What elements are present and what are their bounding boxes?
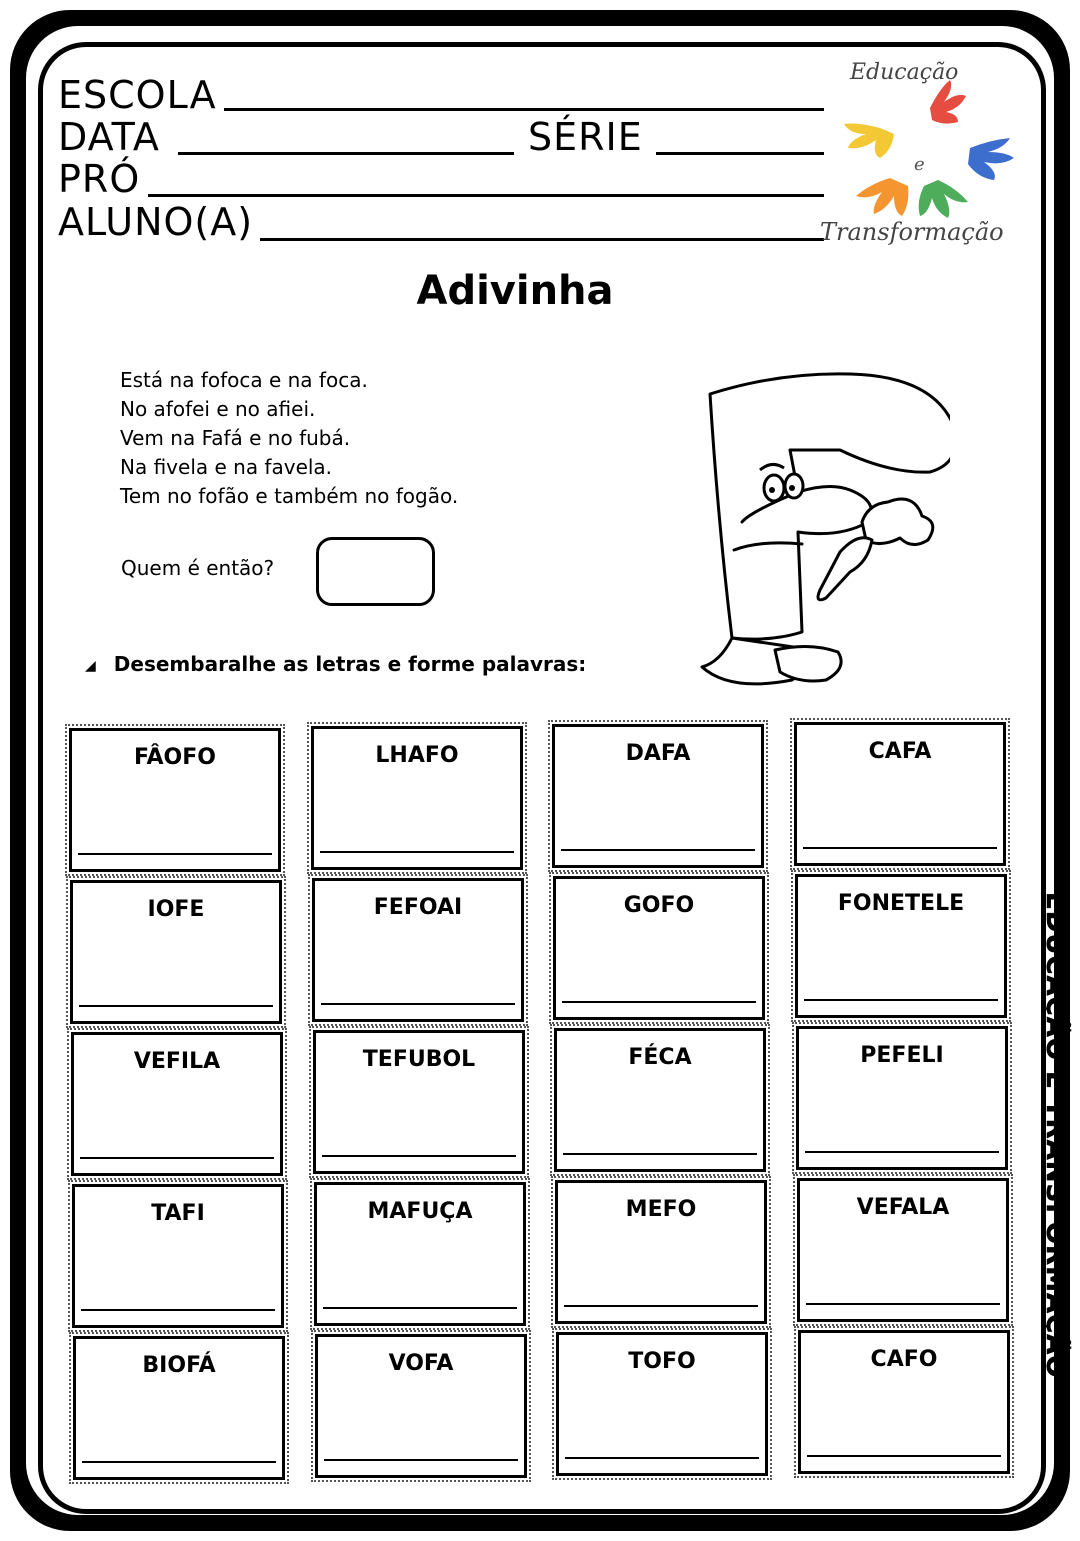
teacher-line[interactable] bbox=[148, 194, 824, 197]
word-card[interactable] bbox=[794, 722, 1006, 866]
scrambled-word: CAFA bbox=[868, 739, 932, 764]
school-label: ESCOLA bbox=[58, 73, 217, 117]
scrambled-word: VEFALA bbox=[856, 1195, 950, 1220]
student-line[interactable] bbox=[260, 238, 824, 241]
word-card[interactable] bbox=[554, 1028, 766, 1172]
scrambled-word: PEFELI bbox=[860, 1043, 944, 1068]
word-card[interactable] bbox=[796, 1026, 1008, 1170]
answer-line[interactable] bbox=[80, 1157, 274, 1159]
riddle-line: Está na fofoca e na foca. bbox=[120, 368, 368, 392]
teacher-label: PRÓ bbox=[58, 157, 141, 201]
answer-line[interactable] bbox=[806, 1303, 1000, 1305]
date-label: DATA bbox=[58, 115, 160, 159]
riddle-text bbox=[120, 366, 458, 511]
word-card[interactable] bbox=[556, 1332, 768, 1476]
student-label: ALUNO(A) bbox=[58, 200, 254, 244]
scrambled-word: LHAFO bbox=[375, 743, 459, 768]
instruction bbox=[85, 652, 586, 676]
word-card[interactable] bbox=[314, 1182, 526, 1326]
scrambled-word: DAFA bbox=[625, 741, 691, 766]
answer-line[interactable] bbox=[320, 851, 514, 853]
word-card[interactable] bbox=[69, 728, 281, 872]
riddle-line: Tem no fofão e também no fogão. bbox=[120, 484, 459, 508]
riddle-question: Quem é então? bbox=[121, 556, 275, 580]
school-line[interactable] bbox=[224, 108, 824, 111]
riddle-line: Na fivela e na favela. bbox=[120, 455, 333, 479]
yellow-hand-icon bbox=[844, 124, 894, 159]
answer-line[interactable] bbox=[807, 1455, 1001, 1457]
answer-line[interactable] bbox=[321, 1003, 515, 1005]
triangle-bullet-icon: ◢ bbox=[85, 657, 96, 674]
word-card[interactable] bbox=[553, 876, 765, 1020]
grade-label: SÉRIE bbox=[528, 115, 643, 159]
side-watermark-text: EDUCAÇÃO E TRANSFORMAÇÃO bbox=[1040, 892, 1070, 1379]
logo-subtitle: Transformação bbox=[820, 218, 1004, 246]
answer-line[interactable] bbox=[805, 1151, 999, 1153]
answer-line[interactable] bbox=[804, 999, 998, 1001]
scrambled-word: TOFO bbox=[628, 1349, 696, 1374]
logo bbox=[820, 58, 1035, 258]
word-card[interactable] bbox=[70, 880, 282, 1024]
answer-line[interactable] bbox=[803, 847, 997, 849]
answer-line[interactable] bbox=[563, 1153, 757, 1155]
scrambled-word: IOFE bbox=[147, 897, 205, 922]
scrambled-word: BIOFÁ bbox=[142, 1353, 216, 1378]
scrambled-word: VEFILA bbox=[133, 1049, 221, 1074]
word-card[interactable] bbox=[312, 878, 524, 1022]
scrambled-word: MEFO bbox=[625, 1197, 697, 1222]
word-card[interactable] bbox=[71, 1032, 283, 1176]
riddle-line: No afofei e no afiei. bbox=[120, 397, 316, 421]
grade-line[interactable] bbox=[656, 152, 824, 155]
answer-line[interactable] bbox=[564, 1305, 758, 1307]
answer-line[interactable] bbox=[562, 1001, 756, 1003]
answer-line[interactable] bbox=[82, 1461, 276, 1463]
answer-line[interactable] bbox=[81, 1309, 275, 1311]
scrambled-word: MAFUÇA bbox=[367, 1199, 473, 1224]
scrambled-word: FÉCA bbox=[628, 1045, 692, 1070]
logo-title: Educação bbox=[850, 60, 959, 85]
answer-line[interactable] bbox=[323, 1307, 517, 1309]
answer-line[interactable] bbox=[561, 849, 755, 851]
date-line[interactable] bbox=[178, 152, 514, 155]
answer-line[interactable] bbox=[322, 1155, 516, 1157]
scrambled-word: CAFO bbox=[870, 1347, 938, 1372]
riddle-answer-box[interactable] bbox=[316, 537, 435, 606]
word-card[interactable] bbox=[73, 1336, 285, 1480]
scrambled-word: VOFA bbox=[388, 1351, 454, 1376]
word-card[interactable] bbox=[797, 1178, 1009, 1322]
word-card[interactable] bbox=[555, 1180, 767, 1324]
scrambled-word: FONETELE bbox=[837, 891, 965, 916]
scrambled-word: GOFO bbox=[623, 893, 695, 918]
page-title: Adivinha bbox=[416, 268, 614, 314]
riddle-line: Vem na Fafá e no fubá. bbox=[120, 426, 351, 450]
word-card[interactable] bbox=[313, 1030, 525, 1174]
scrambled-word: TEFUBOL bbox=[362, 1047, 476, 1072]
scrambled-word: FEFOAI bbox=[373, 895, 463, 920]
letter-f-mascot-icon bbox=[690, 362, 950, 697]
scrambled-word: FÂOFO bbox=[134, 745, 216, 770]
word-card[interactable] bbox=[72, 1184, 284, 1328]
instruction-text: Desembaralhe as letras e forme palavras: bbox=[113, 652, 587, 676]
answer-line[interactable] bbox=[78, 853, 272, 855]
word-card[interactable] bbox=[795, 874, 1007, 1018]
scrambled-word: TAFI bbox=[151, 1201, 205, 1226]
answer-line[interactable] bbox=[79, 1005, 273, 1007]
green-hand-icon bbox=[919, 180, 968, 218]
red-hand-icon bbox=[930, 80, 966, 124]
word-card[interactable] bbox=[311, 726, 523, 870]
answer-line[interactable] bbox=[565, 1457, 759, 1459]
orange-hand-icon bbox=[856, 178, 908, 216]
word-card[interactable] bbox=[315, 1334, 527, 1478]
logo-connector: e bbox=[914, 154, 925, 175]
blue-hand-icon bbox=[968, 138, 1014, 180]
word-card[interactable] bbox=[798, 1330, 1010, 1474]
answer-line[interactable] bbox=[324, 1459, 518, 1461]
word-card[interactable] bbox=[552, 724, 764, 868]
